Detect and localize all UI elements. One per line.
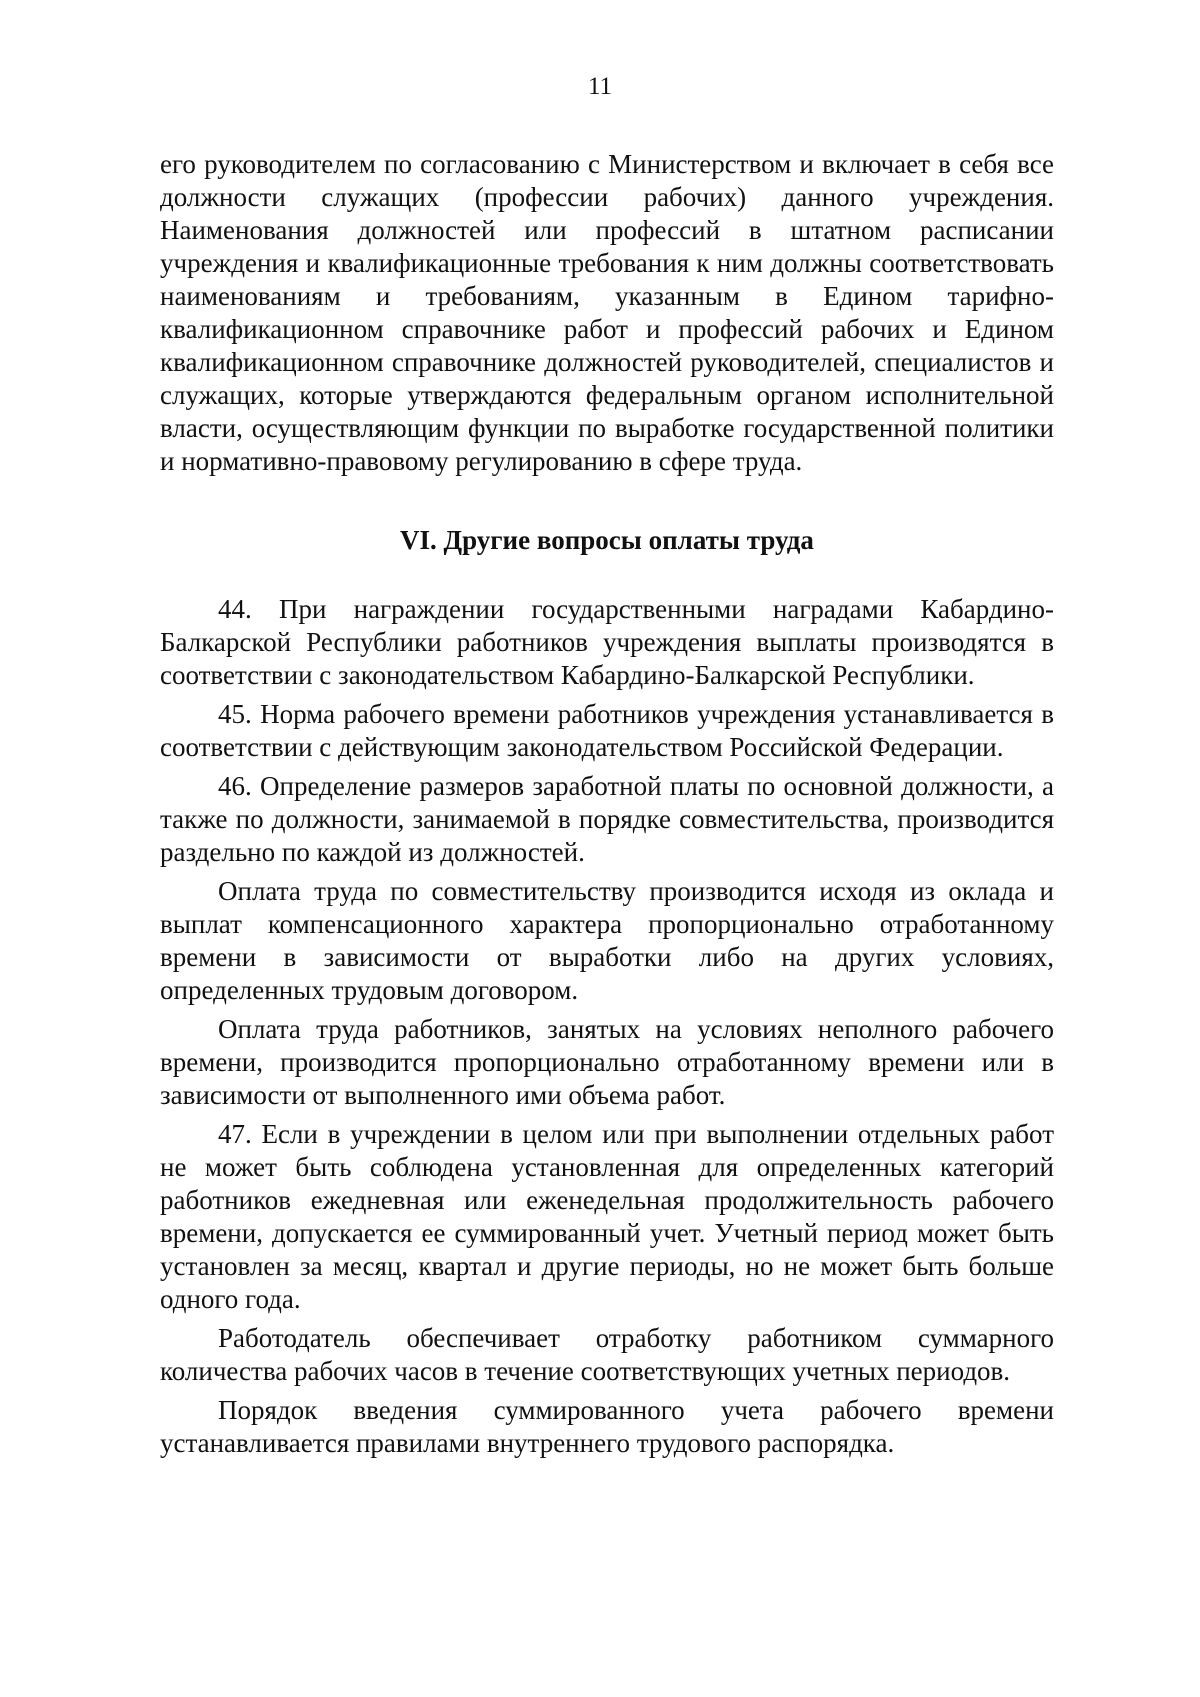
document-body [160,148,1054,1460]
paragraph-47: 47. Если в учреждении в целом или при выполнении отдельных работ не может быть соблюдена установленная для определенных категорий работников ежедневная или еженедельная продолжительность рабочего времени, допускается ее суммированный учет. Учетный период может быть установлен за месяц, квартал и другие периоды, но не может быть больше одного года. [160,1119,1054,1314]
paragraph-46: 46. Определение размеров заработной платы по основной должности, а также по должности, занимаемой в порядке совместительства, производится раздельно по каждой из должностей. [160,771,1054,867]
paragraph-continuation: его руководителем по согласованию с Министерством и включает в себя все должности служащих (профессии рабочих) данного учреждения. Наименования должностей или профессий в штатном расписании учреждения и квалификационные требования к ним должны соответствовать наименованиям и требованиям, указанным в Едином тарифно-квалификационном справочнике работ и профессий рабочих и Едином квалификационном справочнике должностей руководителей, специалистов и служащих, которые утверждаются федеральным органом исполнительной власти, осуществляющим функции по выработке государственной политики и нормативно-правовому регулированию в сфере труда. [160,149,1054,476]
paragraph-44: 44. При награждении государственными наградами Кабардино-Балкарской Республики работников учреждения выплаты производятся в соответствии с законодательством Кабардино-Балкарской Республики. [160,594,1054,690]
paragraph-47-procedure: Порядок введения суммированного учета рабочего времени устанавливается правилами внутреннего трудового распорядка. [160,1395,1054,1458]
paragraph-47-employer: Работодатель обеспечивает отработку работником суммарного количества рабочих часов в течение соответствующих учетных периодов. [160,1323,1054,1386]
paragraph-46-part-time: Оплата труда по совместительству производится исходя из оклада и выплат компенсационного характера пропорционально отработанному времени в зависимости от выработки либо на других условиях, определенных трудовым договором. [160,876,1054,1005]
paragraph-46-reduced-hours: Оплата труда работников, занятых на условиях неполного рабочего времени, производится пропорционально отработанному времени или в зависимости от выполненного ими объема работ. [160,1014,1054,1110]
paragraph-45: 45. Норма рабочего времени работников учреждения устанавливается в соответствии с действующим законодательством Российской Федерации. [160,699,1054,762]
page-number: 11 [587,73,613,100]
section-heading: VI. Другие вопросы оплаты труда [400,525,814,555]
